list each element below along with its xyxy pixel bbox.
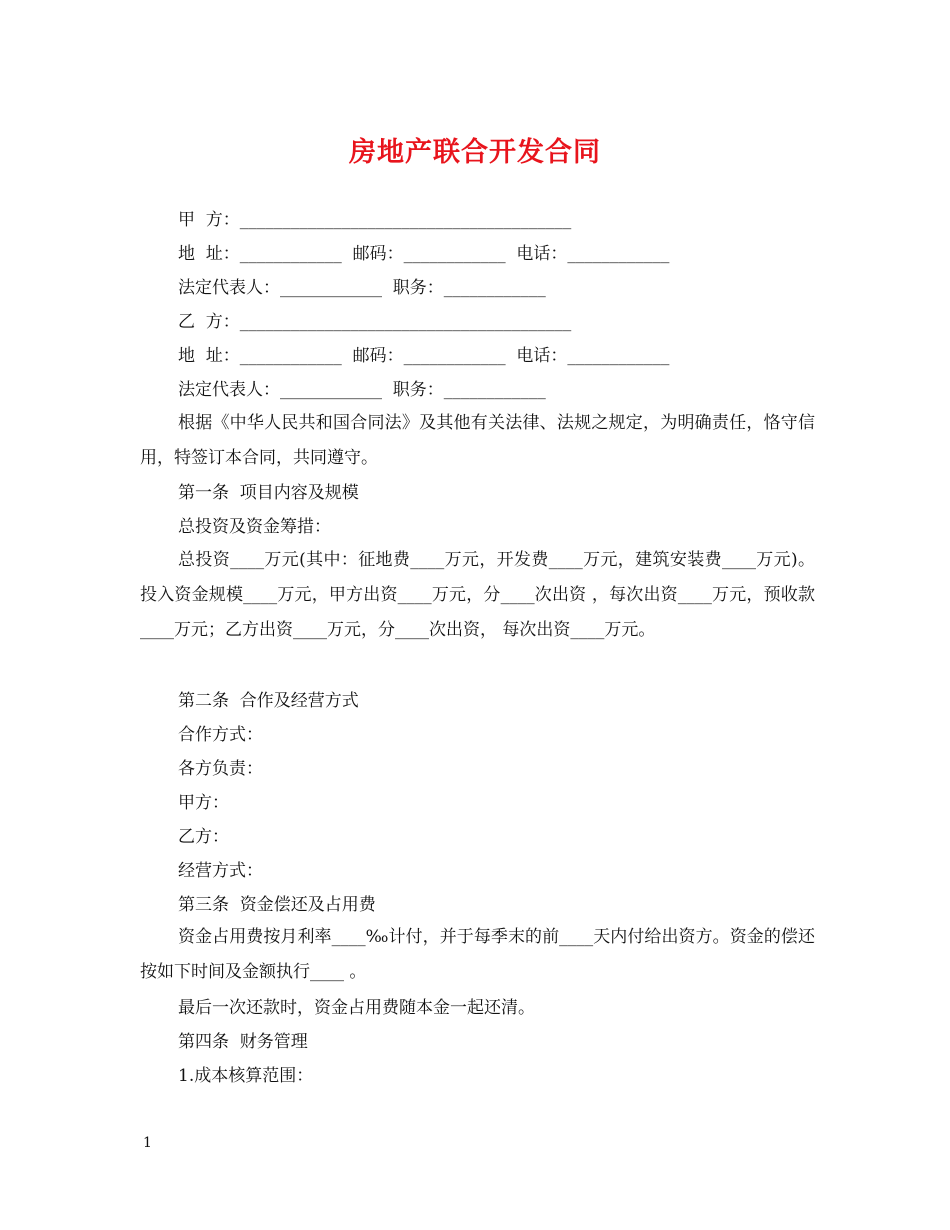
article-2-heading: 第二条 合作及经营方式	[178, 691, 359, 711]
article-3-body-2: 最后一次还款时，资金占用费随本金一起还清。	[178, 998, 535, 1018]
article-2-item-party-b: 乙方：	[178, 827, 229, 847]
article-2-item-responsibilities: 各方负责：	[178, 759, 263, 779]
document-title: 房地产联合开发合同	[349, 137, 601, 168]
article-1-subheading: 总投资及资金筹措：	[178, 517, 331, 537]
preamble-paragraph: 根据《中华人民共和国合同法》及其他有关法律、法规之规定，为明确责任，恪守信用，特签订本合同，共同遵守。	[140, 413, 815, 468]
article-3-heading: 第三条 资金偿还及占用费	[178, 895, 376, 915]
party-b-representative-line: 法定代表人：____________ 职务：____________	[178, 380, 546, 400]
article-2-item-party-a: 甲方：	[178, 793, 229, 813]
article-1-heading: 第一条 项目内容及规模	[178, 483, 359, 503]
article-3-body: 资金占用费按月利率____‰计付，并于每季末的前____天内付给出资方。资金的偿还按如下时间及金额执行____ 。	[140, 927, 815, 982]
article-4-item-1: 1.成本核算范围：	[178, 1066, 314, 1086]
page-number: 1	[143, 1135, 152, 1151]
party-a-address-line: 地 址：____________ 邮码：____________ 电话：____________	[178, 244, 670, 264]
article-4-heading: 第四条 财务管理	[178, 1032, 308, 1052]
party-a-name-line: 甲 方：_______________________________________	[178, 210, 572, 230]
party-b-name-line: 乙 方：_______________________________________	[178, 312, 572, 332]
article-2-item-cooperation: 合作方式：	[178, 725, 263, 745]
article-1-body: 总投资____万元(其中：征地费____万元，开发费____万元，建筑安装费____万元)。投入资金规模____万元，甲方出资____万元，分____次出资 ，每次出资____万元，预收款____万元；乙方出资____万元，分____次出资， 每次出资____万元。	[140, 550, 815, 640]
article-2-item-operation: 经营方式：	[178, 861, 263, 881]
party-b-address-line: 地 址：____________ 邮码：____________ 电话：____________	[178, 346, 670, 366]
party-a-representative-line: 法定代表人：____________ 职务：____________	[178, 278, 546, 298]
